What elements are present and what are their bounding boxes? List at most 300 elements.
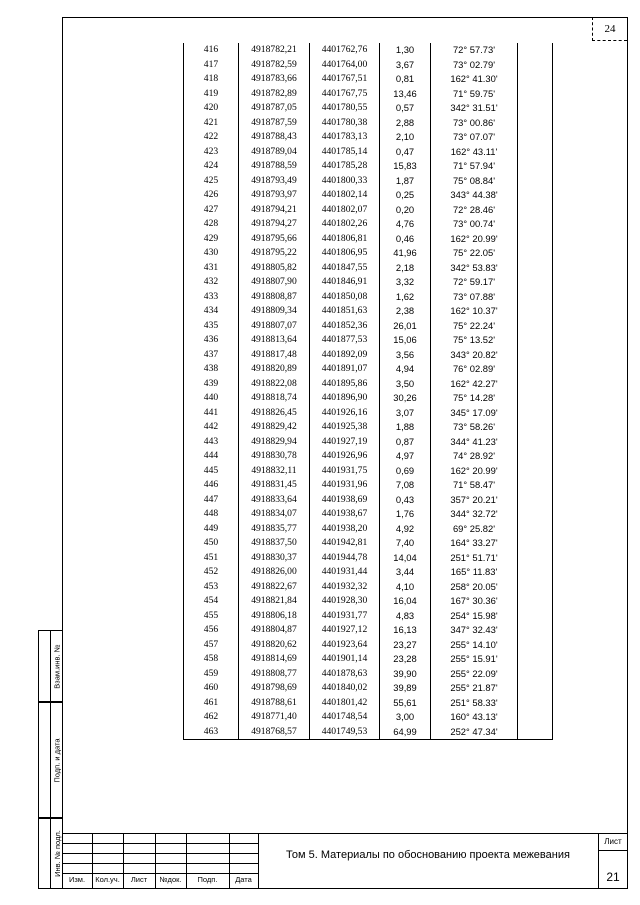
coord-x-cell: 4918813,64 <box>239 333 310 348</box>
empty-cell <box>518 290 553 305</box>
distance-cell: 4,83 <box>380 609 431 624</box>
coord-x-cell: 4918795,22 <box>239 246 310 261</box>
empty-cell <box>518 377 553 392</box>
empty-cell <box>518 261 553 276</box>
point-number-cell: 423 <box>184 145 239 160</box>
table-row <box>184 174 553 189</box>
point-number-cell: 417 <box>184 58 239 73</box>
empty-cell <box>518 145 553 160</box>
point-number-cell: 429 <box>184 232 239 247</box>
azimuth-cell: 162° 20.99' <box>431 232 518 247</box>
side-label-inv: Инв. № подл. <box>52 830 62 877</box>
coord-x-cell: 4918829,42 <box>239 420 310 435</box>
table-row <box>184 159 553 174</box>
table-row <box>184 188 553 203</box>
distance-cell: 4,92 <box>380 522 431 537</box>
stamp-col-podp: Подп. <box>197 875 218 884</box>
point-number-cell: 457 <box>184 638 239 653</box>
coord-y-cell: 4401780,55 <box>310 101 380 116</box>
point-number-cell: 454 <box>184 594 239 609</box>
empty-cell <box>518 536 553 551</box>
point-number-cell: 449 <box>184 522 239 537</box>
table-row <box>184 420 553 435</box>
azimuth-cell: 75° 08.84' <box>431 174 518 189</box>
empty-cell <box>518 275 553 290</box>
coord-x-cell: 4918788,61 <box>239 696 310 711</box>
coord-y-cell: 4401801,42 <box>310 696 380 711</box>
coord-x-cell: 4918820,62 <box>239 638 310 653</box>
coord-x-cell: 4918809,34 <box>239 304 310 319</box>
table-row <box>184 609 553 624</box>
table-row <box>184 101 553 116</box>
empty-cell <box>518 232 553 247</box>
azimuth-cell: 255° 15.91' <box>431 652 518 667</box>
empty-cell <box>518 246 553 261</box>
empty-cell <box>518 522 553 537</box>
point-number-cell: 438 <box>184 362 239 377</box>
stamp-col-koluch: Кол.уч. <box>95 875 120 884</box>
azimuth-cell: 73° 00.74' <box>431 217 518 232</box>
coord-x-cell: 4918787,05 <box>239 101 310 116</box>
distance-cell: 3,07 <box>380 406 431 421</box>
coord-x-cell: 4918789,04 <box>239 145 310 160</box>
distance-cell: 39,89 <box>380 681 431 696</box>
empty-cell <box>518 72 553 87</box>
azimuth-cell: 255° 22.09' <box>431 667 518 682</box>
table-row <box>184 203 553 218</box>
point-number-cell: 455 <box>184 609 239 624</box>
empty-cell <box>518 87 553 102</box>
table-row <box>184 464 553 479</box>
azimuth-cell: 254° 15.98' <box>431 609 518 624</box>
empty-cell <box>518 609 553 624</box>
distance-cell: 3,67 <box>380 58 431 73</box>
empty-cell <box>518 638 553 653</box>
point-number-cell: 443 <box>184 435 239 450</box>
distance-cell: 3,32 <box>380 275 431 290</box>
table-row <box>184 594 553 609</box>
azimuth-cell: 357° 20.21' <box>431 493 518 508</box>
distance-cell: 16,13 <box>380 623 431 638</box>
point-number-cell: 450 <box>184 536 239 551</box>
point-number-cell: 424 <box>184 159 239 174</box>
azimuth-cell: 71° 59.75' <box>431 87 518 102</box>
empty-cell <box>518 464 553 479</box>
azimuth-cell: 75° 22.05' <box>431 246 518 261</box>
coord-y-cell: 4401802,26 <box>310 217 380 232</box>
coord-x-cell: 4918795,66 <box>239 232 310 247</box>
distance-cell: 15,83 <box>380 159 431 174</box>
empty-cell <box>518 130 553 145</box>
distance-cell: 2,18 <box>380 261 431 276</box>
distance-cell: 3,00 <box>380 710 431 725</box>
point-number-cell: 451 <box>184 551 239 566</box>
point-number-cell: 419 <box>184 87 239 102</box>
coord-x-cell: 4918814,69 <box>239 652 310 667</box>
table-row <box>184 362 553 377</box>
table-row <box>184 522 553 537</box>
point-number-cell: 444 <box>184 449 239 464</box>
distance-cell: 1,30 <box>380 43 431 58</box>
azimuth-cell: 162° 43.11' <box>431 145 518 160</box>
point-number-cell: 456 <box>184 623 239 638</box>
distance-cell: 2,88 <box>380 116 431 131</box>
coord-y-cell: 4401800,33 <box>310 174 380 189</box>
distance-cell: 14,04 <box>380 551 431 566</box>
empty-cell <box>518 217 553 232</box>
coord-y-cell: 4401806,95 <box>310 246 380 261</box>
coord-y-cell: 4401806,81 <box>310 232 380 247</box>
point-number-cell: 462 <box>184 710 239 725</box>
coord-x-cell: 4918807,07 <box>239 319 310 334</box>
table-row <box>184 217 553 232</box>
stamp-col-data: Дата <box>235 875 252 884</box>
stamp-col-ndok: №док. <box>159 875 182 884</box>
azimuth-cell: 165° 11.83' <box>431 565 518 580</box>
coord-y-cell: 4401938,69 <box>310 493 380 508</box>
point-number-cell: 430 <box>184 246 239 261</box>
coord-y-cell: 4401944,78 <box>310 551 380 566</box>
coord-x-cell: 4918771,40 <box>239 710 310 725</box>
empty-cell <box>518 507 553 522</box>
coord-y-cell: 4401896,90 <box>310 391 380 406</box>
distance-cell: 2,10 <box>380 130 431 145</box>
table-row <box>184 319 553 334</box>
coord-y-cell: 4401802,07 <box>310 203 380 218</box>
coord-y-cell: 4401878,63 <box>310 667 380 682</box>
coord-y-cell: 4401749,53 <box>310 725 380 740</box>
coord-x-cell: 4918822,08 <box>239 377 310 392</box>
distance-cell: 7,08 <box>380 478 431 493</box>
point-number-cell: 439 <box>184 377 239 392</box>
empty-cell <box>518 391 553 406</box>
coord-y-cell: 4401931,77 <box>310 609 380 624</box>
azimuth-cell: 344° 41.23' <box>431 435 518 450</box>
distance-cell: 1,87 <box>380 174 431 189</box>
distance-cell: 0,47 <box>380 145 431 160</box>
distance-cell: 3,56 <box>380 348 431 363</box>
coord-y-cell: 4401901,14 <box>310 652 380 667</box>
coord-x-cell: 4918793,97 <box>239 188 310 203</box>
table-row <box>184 493 553 508</box>
document-title: Том 5. Материалы по обоснованию проекта межевания <box>286 849 570 861</box>
point-number-cell: 425 <box>184 174 239 189</box>
table-row <box>184 406 553 421</box>
point-number-cell: 437 <box>184 348 239 363</box>
side-stamp-podp <box>38 702 62 818</box>
azimuth-cell: 251° 51.71' <box>431 551 518 566</box>
table-row <box>184 116 553 131</box>
side-stamp-vzam <box>38 630 62 702</box>
table-row <box>184 304 553 319</box>
point-number-cell: 448 <box>184 507 239 522</box>
azimuth-cell: 74° 28.92' <box>431 449 518 464</box>
coord-x-cell: 4918788,59 <box>239 159 310 174</box>
coord-y-cell: 4401852,36 <box>310 319 380 334</box>
empty-cell <box>518 58 553 73</box>
azimuth-cell: 342° 31.51' <box>431 101 518 116</box>
distance-cell: 2,38 <box>380 304 431 319</box>
table-row <box>184 551 553 566</box>
table-row <box>184 348 553 363</box>
coord-x-cell: 4918835,77 <box>239 522 310 537</box>
distance-cell: 0,20 <box>380 203 431 218</box>
coord-y-cell: 4401927,19 <box>310 435 380 450</box>
coord-y-cell: 4401942,81 <box>310 536 380 551</box>
point-number-cell: 442 <box>184 420 239 435</box>
sheet-label: Лист <box>604 837 622 846</box>
azimuth-cell: 162° 20.99' <box>431 464 518 479</box>
stamp-col-list: Лист <box>130 875 148 884</box>
coord-y-cell: 4401762,76 <box>310 43 380 58</box>
coord-x-cell: 4918808,87 <box>239 290 310 305</box>
distance-cell: 3,50 <box>380 377 431 392</box>
side-label-vzam: Взам.инв. № <box>52 643 62 689</box>
coord-x-cell: 4918837,50 <box>239 536 310 551</box>
distance-cell: 15,06 <box>380 333 431 348</box>
stamp-col-izm: Изм. <box>68 875 86 884</box>
coord-y-cell: 4401850,08 <box>310 290 380 305</box>
azimuth-cell: 73° 00.86' <box>431 116 518 131</box>
coord-x-cell: 4918826,00 <box>239 565 310 580</box>
table-row <box>184 290 553 305</box>
azimuth-cell: 162° 10.37' <box>431 304 518 319</box>
coord-y-cell: 4401891,07 <box>310 362 380 377</box>
table-row <box>184 261 553 276</box>
empty-cell <box>518 319 553 334</box>
azimuth-cell: 71° 58.47' <box>431 478 518 493</box>
distance-cell: 0,25 <box>380 188 431 203</box>
azimuth-cell: 160° 43.13' <box>431 710 518 725</box>
azimuth-cell: 72° 59.17' <box>431 275 518 290</box>
distance-cell: 23,28 <box>380 652 431 667</box>
coord-x-cell: 4918787,59 <box>239 116 310 131</box>
distance-cell: 1,62 <box>380 290 431 305</box>
azimuth-cell: 73° 58.26' <box>431 420 518 435</box>
point-number-cell: 427 <box>184 203 239 218</box>
azimuth-cell: 347° 32.43' <box>431 623 518 638</box>
distance-cell: 64,99 <box>380 725 431 740</box>
coord-y-cell: 4401767,51 <box>310 72 380 87</box>
distance-cell: 4,10 <box>380 580 431 595</box>
coord-y-cell: 4401767,75 <box>310 87 380 102</box>
point-number-cell: 435 <box>184 319 239 334</box>
azimuth-cell: 258° 20.05' <box>431 580 518 595</box>
table-row <box>184 725 553 740</box>
coord-y-cell: 4401802,14 <box>310 188 380 203</box>
table-row <box>184 449 553 464</box>
distance-cell: 1,76 <box>380 507 431 522</box>
azimuth-cell: 344° 32.72' <box>431 507 518 522</box>
point-number-cell: 440 <box>184 391 239 406</box>
point-number-cell: 434 <box>184 304 239 319</box>
azimuth-cell: 73° 07.88' <box>431 290 518 305</box>
distance-cell: 4,94 <box>380 362 431 377</box>
empty-cell <box>518 478 553 493</box>
table-row <box>184 130 553 145</box>
coord-y-cell: 4401926,96 <box>310 449 380 464</box>
table-row <box>184 536 553 551</box>
point-number-cell: 426 <box>184 188 239 203</box>
point-number-cell: 420 <box>184 101 239 116</box>
distance-cell: 0,43 <box>380 493 431 508</box>
table-row <box>184 507 553 522</box>
distance-cell: 0,46 <box>380 232 431 247</box>
azimuth-cell: 72° 28.46' <box>431 203 518 218</box>
empty-cell <box>518 420 553 435</box>
coordinates-table <box>183 43 553 740</box>
azimuth-cell: 162° 42.27' <box>431 377 518 392</box>
distance-cell: 0,81 <box>380 72 431 87</box>
coord-x-cell: 4918832,11 <box>239 464 310 479</box>
azimuth-cell: 167° 30.36' <box>431 594 518 609</box>
point-number-cell: 463 <box>184 725 239 740</box>
empty-cell <box>518 304 553 319</box>
empty-cell <box>518 174 553 189</box>
empty-cell <box>518 696 553 711</box>
table-row <box>184 391 553 406</box>
empty-cell <box>518 333 553 348</box>
side-label-podp: Подп. и дата <box>52 737 62 783</box>
distance-cell: 3,44 <box>380 565 431 580</box>
coord-y-cell: 4401931,75 <box>310 464 380 479</box>
table-row <box>184 638 553 653</box>
empty-cell <box>518 188 553 203</box>
coord-y-cell: 4401931,96 <box>310 478 380 493</box>
coord-x-cell: 4918794,21 <box>239 203 310 218</box>
table-row <box>184 377 553 392</box>
empty-cell <box>518 362 553 377</box>
azimuth-cell: 69° 25.82' <box>431 522 518 537</box>
coord-x-cell: 4918830,37 <box>239 551 310 566</box>
coord-y-cell: 4401780,38 <box>310 116 380 131</box>
table-row <box>184 623 553 638</box>
point-number-cell: 433 <box>184 290 239 305</box>
coord-y-cell: 4401938,20 <box>310 522 380 537</box>
table-row <box>184 681 553 696</box>
azimuth-cell: 342° 53.83' <box>431 261 518 276</box>
distance-cell: 13,46 <box>380 87 431 102</box>
coord-y-cell: 4401851,63 <box>310 304 380 319</box>
coord-x-cell: 4918808,77 <box>239 667 310 682</box>
coord-x-cell: 4918805,82 <box>239 261 310 276</box>
distance-cell: 41,96 <box>380 246 431 261</box>
distance-cell: 26,01 <box>380 319 431 334</box>
azimuth-cell: 345° 17.09' <box>431 406 518 421</box>
distance-cell: 0,57 <box>380 101 431 116</box>
point-number-cell: 421 <box>184 116 239 131</box>
title-block <box>62 833 628 889</box>
distance-cell: 1,88 <box>380 420 431 435</box>
coord-x-cell: 4918834,07 <box>239 507 310 522</box>
empty-cell <box>518 101 553 116</box>
azimuth-cell: 164° 33.27' <box>431 536 518 551</box>
azimuth-cell: 343° 20.82' <box>431 348 518 363</box>
point-number-cell: 460 <box>184 681 239 696</box>
coord-y-cell: 4401877,53 <box>310 333 380 348</box>
distance-cell: 0,87 <box>380 435 431 450</box>
table-row <box>184 145 553 160</box>
empty-cell <box>518 667 553 682</box>
coord-y-cell: 4401923,64 <box>310 638 380 653</box>
coord-y-cell: 4401927,12 <box>310 623 380 638</box>
distance-cell: 23,27 <box>380 638 431 653</box>
point-number-cell: 418 <box>184 72 239 87</box>
table-row <box>184 667 553 682</box>
coord-y-cell: 4401785,28 <box>310 159 380 174</box>
azimuth-cell: 251° 58.33' <box>431 696 518 711</box>
coord-x-cell: 4918768,57 <box>239 725 310 740</box>
point-number-cell: 432 <box>184 275 239 290</box>
table-row <box>184 580 553 595</box>
empty-cell <box>518 565 553 580</box>
coord-y-cell: 4401925,38 <box>310 420 380 435</box>
coord-y-cell: 4401932,32 <box>310 580 380 595</box>
azimuth-cell: 255° 14.10' <box>431 638 518 653</box>
table-row <box>184 710 553 725</box>
point-number-cell: 445 <box>184 464 239 479</box>
empty-cell <box>518 116 553 131</box>
coord-y-cell: 4401785,14 <box>310 145 380 160</box>
coord-x-cell: 4918821,84 <box>239 594 310 609</box>
azimuth-cell: 75° 14.28' <box>431 391 518 406</box>
coord-x-cell: 4918833,64 <box>239 493 310 508</box>
azimuth-cell: 73° 07.07' <box>431 130 518 145</box>
distance-cell: 4,76 <box>380 217 431 232</box>
coord-y-cell: 4401895,86 <box>310 377 380 392</box>
point-number-cell: 416 <box>184 43 239 58</box>
point-number-cell: 441 <box>184 406 239 421</box>
table-row <box>184 696 553 711</box>
page-number: 24 <box>592 17 627 41</box>
empty-cell <box>518 406 553 421</box>
point-number-cell: 452 <box>184 565 239 580</box>
point-number-cell: 447 <box>184 493 239 508</box>
point-number-cell: 453 <box>184 580 239 595</box>
table-row <box>184 652 553 667</box>
point-number-cell: 446 <box>184 478 239 493</box>
empty-cell <box>518 159 553 174</box>
distance-cell: 7,40 <box>380 536 431 551</box>
empty-cell <box>518 580 553 595</box>
coord-y-cell: 4401926,16 <box>310 406 380 421</box>
azimuth-cell: 75° 22.24' <box>431 319 518 334</box>
coord-x-cell: 4918830,78 <box>239 449 310 464</box>
distance-cell: 55,61 <box>380 696 431 711</box>
azimuth-cell: 72° 57.73' <box>431 43 518 58</box>
table-row <box>184 72 553 87</box>
point-number-cell: 422 <box>184 130 239 145</box>
table-row <box>184 87 553 102</box>
coord-x-cell: 4918826,45 <box>239 406 310 421</box>
coord-x-cell: 4918782,59 <box>239 58 310 73</box>
coord-x-cell: 4918807,90 <box>239 275 310 290</box>
coord-y-cell: 4401938,67 <box>310 507 380 522</box>
azimuth-cell: 71° 57.94' <box>431 159 518 174</box>
table-row <box>184 232 553 247</box>
coord-y-cell: 4401840,02 <box>310 681 380 696</box>
coord-y-cell: 4401847,55 <box>310 261 380 276</box>
empty-cell <box>518 551 553 566</box>
azimuth-cell: 73° 02.79' <box>431 58 518 73</box>
sheet-number: 21 <box>606 870 620 884</box>
coord-x-cell: 4918806,18 <box>239 609 310 624</box>
empty-cell <box>518 681 553 696</box>
empty-cell <box>518 710 553 725</box>
azimuth-cell: 162° 41.30' <box>431 72 518 87</box>
azimuth-cell: 252° 47.34' <box>431 725 518 740</box>
coord-y-cell: 4401764,00 <box>310 58 380 73</box>
